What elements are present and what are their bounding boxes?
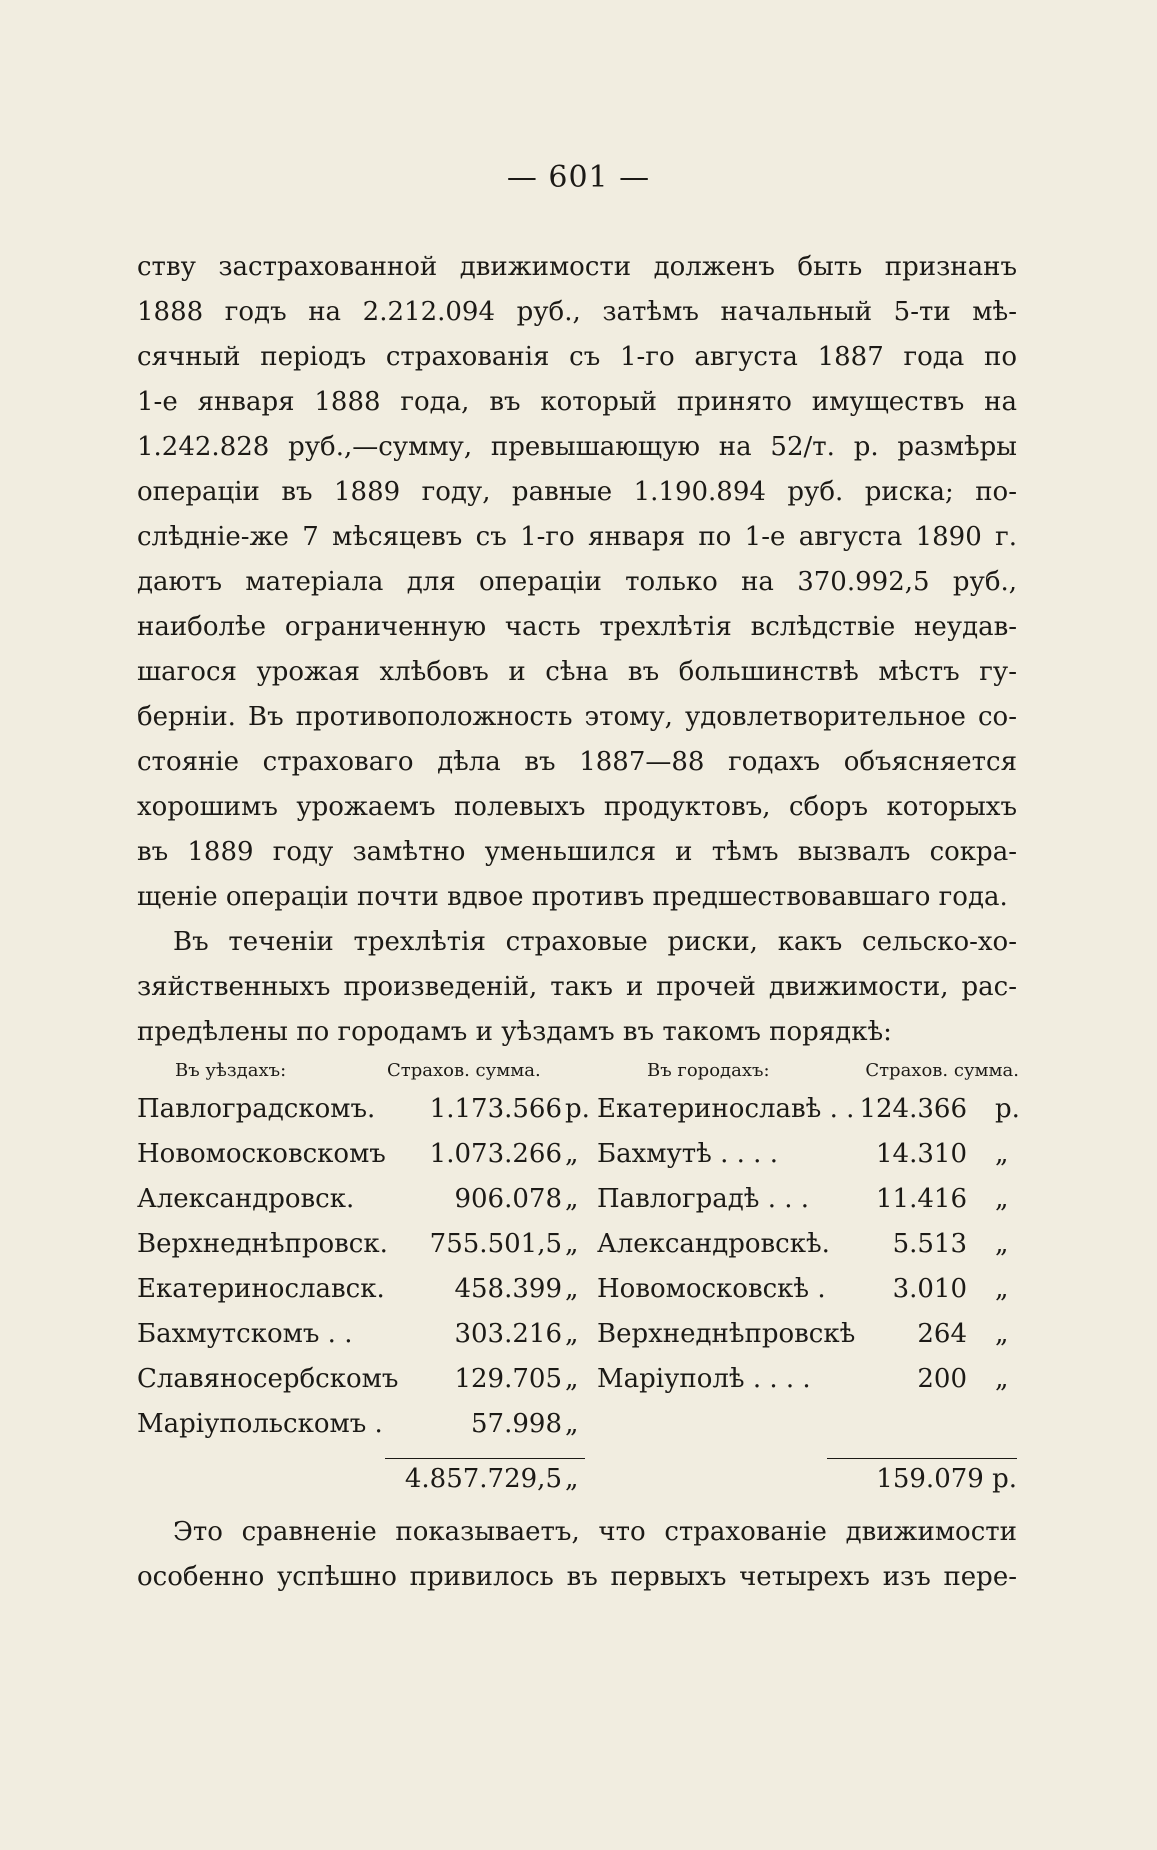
uezd-total: 4.857.729,5 [404,1464,562,1494]
text-line: щеніе операціи почти вдвое противъ предшествовавшаго года. [137,882,1008,912]
text-line: сячный періодъ страхованія съ 1-го августа 1887 года по [137,342,1017,372]
city-sum: 264 [917,1319,967,1349]
uezd-name: Маріупольскомъ . [137,1409,383,1439]
text-line: Въ теченіи трехлѣтія страховые риски, какъ сельско-хо- [173,927,1017,957]
city-unit: „ [995,1319,1009,1349]
table-row [137,1360,1017,1405]
city-name: Павлоградѣ . . . [597,1184,810,1214]
text-line: 1.242.828 руб.,—сумму, превышающую на 52/т. р. размѣры [137,432,1017,462]
totals-row [137,1458,1017,1508]
uezd-name: Верхнеднѣпровск. [137,1229,388,1259]
uezd-unit: „ [565,1229,579,1259]
uezd-name: Славяносербскомъ [137,1364,399,1394]
text-line: берніи. Въ противоположность этому, удовлетворительное со- [137,702,1017,732]
text-line: въ 1889 году замѣтно уменьшился и тѣмъ вызвалъ сокра- [137,837,1017,867]
text-line: операціи въ 1889 году, равные 1.190.894 руб. риска; по- [137,477,1017,507]
table-row [137,1270,1017,1315]
city-name: Александровскѣ. [597,1229,830,1259]
text-line: слѣдніе-же 7 мѣсяцевъ съ 1-го января по 1-е августа 1890 г. [137,522,1017,552]
city-sum: 124.366 [859,1094,967,1124]
closing-paragraph [137,1510,1017,1600]
uezd-sum: 1.173.566 [429,1094,562,1124]
table-row [137,1135,1017,1180]
text-line: даютъ матеріала для операціи только на 370.992,5 руб., [137,567,1017,597]
uezd-unit: „ [565,1319,579,1349]
city-sum: 5.513 [892,1229,967,1259]
uezd-name: Екатеринославск. [137,1274,385,1304]
city-total: 159.079 р. [876,1464,1017,1494]
insurance-sums-table [137,1060,1020,1508]
header-city: Въ городахъ: [647,1060,770,1081]
text-line: 1888 годъ на 2.212.094 руб., затѣмъ начальный 5-ти мѣ- [137,297,1017,327]
table-row [137,1225,1017,1270]
uezd-name: Павлоградскомъ. [137,1094,376,1124]
main-paragraph [137,245,1017,1055]
header-uezd: Въ уѣздахъ: [175,1060,287,1081]
city-sum: 11.416 [876,1184,967,1214]
text-line: шагося урожая хлѣбовъ и сѣна въ большинствѣ мѣстъ гу- [137,657,1017,687]
city-unit: „ [995,1364,1009,1394]
text-line: зяйственныхъ произведеній, такъ и прочей движимости, рас- [137,972,1017,1002]
uezd-sum: 303.216 [454,1319,562,1349]
city-name: Маріуполѣ . . . . [597,1364,811,1394]
text-line: Это сравненіе показываетъ, что страхованіе движимости [173,1517,1017,1547]
table-row [137,1090,1020,1135]
uezd-unit: „ [565,1274,579,1304]
city-sum: 14.310 [876,1139,967,1169]
city-name: Новомосковскѣ . [597,1274,826,1304]
uezd-sum: 57.998 [471,1409,562,1439]
text-line: хорошимъ урожаемъ полевыхъ продуктовъ, сборъ которыхъ [137,792,1017,822]
city-sum: 200 [917,1364,967,1394]
city-total-rule [827,1458,1017,1459]
uezd-sum: 129.705 [454,1364,562,1394]
text-line: стояніе страховаго дѣла въ 1887—88 годахъ объясняется [137,747,1017,777]
text-line: наиболѣе ограниченную часть трехлѣтія вслѣдствіе неудав- [137,612,1017,642]
header-uezd-sum: Страхов. сумма. [387,1060,541,1081]
uezd-unit: „ [565,1364,579,1394]
city-unit: „ [995,1184,1009,1214]
uezd-unit: „ [565,1409,579,1439]
uezd-total-rule [385,1458,585,1459]
table-row [137,1180,1017,1225]
text-line: особенно успѣшно привилось въ первыхъ четырехъ изъ пере- [137,1562,1017,1592]
text-line: ству застрахованной движимости долженъ быть признанъ [137,252,1017,282]
text-line: 1-е января 1888 года, въ который принято имуществъ на [137,387,1017,417]
uezd-unit: р. [565,1094,590,1124]
city-name: Екатеринославѣ . . [597,1094,855,1124]
header-city-sum: Страхов. сумма. [865,1060,1019,1081]
uezd-unit: „ [565,1184,579,1214]
city-unit: р. [995,1094,1020,1124]
uezd-total-unit: „ [565,1464,579,1494]
city-unit: „ [995,1139,1009,1169]
table-header [137,1060,1017,1090]
uezd-sum: 906.078 [454,1184,562,1214]
uezd-sum: 1.073.266 [429,1139,562,1169]
city-sum: 3.010 [892,1274,967,1304]
table-row [137,1315,1017,1360]
uezd-sum: 458.399 [454,1274,562,1304]
text-line: предѣлены по городамъ и уѣздамъ въ такомъ порядкѣ: [137,1017,892,1047]
uezd-unit: „ [565,1139,579,1169]
uezd-name: Александровск. [137,1184,355,1214]
uezd-sum: 755.501,5 [429,1229,562,1259]
table-row [137,1405,1017,1450]
page-number: — 601 — [506,160,651,195]
city-name: Верхнеднѣпровскѣ [597,1319,856,1349]
uezd-name: Бахмутскомъ . . [137,1319,353,1349]
uezd-name: Новомосковскомъ [137,1139,386,1169]
city-name: Бахмутѣ . . . . [597,1139,778,1169]
city-unit: „ [995,1229,1009,1259]
city-unit: „ [995,1274,1009,1304]
